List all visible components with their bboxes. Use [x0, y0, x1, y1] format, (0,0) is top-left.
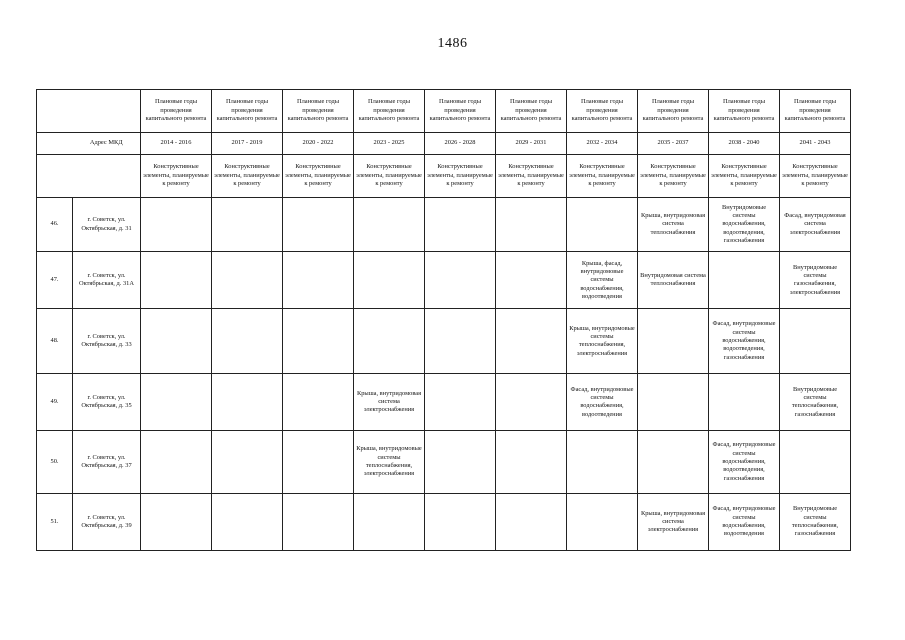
- page-number: 1486: [437, 36, 468, 51]
- repair-cell: Внутридомовые системы водоснабжения, водоотведения, газоснабжения: [709, 197, 780, 252]
- repair-cell: [212, 374, 283, 431]
- repair-cell: [780, 431, 851, 494]
- elements-header: Конструктивные элементы, планируемые к ремонту: [496, 154, 567, 197]
- repair-cell: [496, 309, 567, 374]
- repair-cell: Внутридомовая система теплоснабжения: [638, 252, 709, 309]
- row-address: г. Советск, ул. Октябрьская, д. 37: [73, 431, 141, 494]
- repair-cell: [283, 197, 354, 252]
- planned-years-header: Плановые годы проведения капитального ремонта: [567, 90, 638, 133]
- repair-cell: [212, 309, 283, 374]
- repair-cell: [709, 252, 780, 309]
- repair-cell: Крыша, внутридомовые системы теплоснабжения, электроснабжения: [354, 431, 425, 494]
- repair-cell: [212, 252, 283, 309]
- repair-cell: Крыша, внутридомовая система электроснабжения: [638, 494, 709, 551]
- repair-cell: [425, 197, 496, 252]
- repair-cell: [354, 494, 425, 551]
- repair-cell: Крыша, внутридомовая система теплоснабжения: [638, 197, 709, 252]
- repair-cell: [780, 309, 851, 374]
- repair-cell: [567, 431, 638, 494]
- period-header: 2041 - 2043: [780, 132, 851, 154]
- repair-cell: Внутридомовые системы теплоснабжения, газоснабжения: [780, 374, 851, 431]
- repair-cell: [496, 197, 567, 252]
- period-header: 2029 - 2031: [496, 132, 567, 154]
- row-address: г. Советск, ул. Октябрьская, д. 35: [73, 374, 141, 431]
- period-header: 2014 - 2016: [141, 132, 212, 154]
- table-row: [37, 431, 851, 494]
- header-row-years: [37, 90, 851, 133]
- row-number: 46.: [37, 197, 73, 252]
- row-address: г. Советск, ул. Октябрьская, д. 31: [73, 197, 141, 252]
- elements-header: Конструктивные элементы, планируемые к ремонту: [709, 154, 780, 197]
- repair-cell: [425, 431, 496, 494]
- repair-cell: Внутридомовые системы теплоснабжения, газоснабжения: [780, 494, 851, 551]
- repair-cell: [496, 494, 567, 551]
- elements-header-blank: [37, 154, 73, 197]
- repair-cell: [141, 309, 212, 374]
- repair-cell: [496, 252, 567, 309]
- row-number: 50.: [37, 431, 73, 494]
- repair-cell: [141, 431, 212, 494]
- repair-cell: [283, 431, 354, 494]
- row-address: г. Советск, ул. Октябрьская, д. 31А: [73, 252, 141, 309]
- repair-cell: [425, 309, 496, 374]
- capital-repair-table: [36, 89, 851, 551]
- table-row: [37, 494, 851, 551]
- planned-years-header: Плановые годы проведения капитального ремонта: [212, 90, 283, 133]
- repair-cell: [354, 252, 425, 309]
- table-row: [37, 197, 851, 252]
- repair-cell: [283, 309, 354, 374]
- elements-header: Конструктивные элементы, планируемые к ремонту: [354, 154, 425, 197]
- planned-years-header: Плановые годы проведения капитального ремонта: [141, 90, 212, 133]
- row-number: 51.: [37, 494, 73, 551]
- header-row-periods: [37, 132, 851, 154]
- repair-cell: [425, 252, 496, 309]
- address-header-num: [37, 132, 73, 154]
- period-header: 2023 - 2025: [354, 132, 425, 154]
- period-header: 2032 - 2034: [567, 132, 638, 154]
- row-address: г. Советск, ул. Октябрьская, д. 33: [73, 309, 141, 374]
- repair-cell: [638, 309, 709, 374]
- planned-years-header: Плановые годы проведения капитального ремонта: [709, 90, 780, 133]
- planned-years-header: Плановые годы проведения капитального ремонта: [638, 90, 709, 133]
- repair-cell: [283, 494, 354, 551]
- row-number: 47.: [37, 252, 73, 309]
- repair-cell: Фасад, внутридомовые системы водоснабжения, водоотведения: [567, 374, 638, 431]
- repair-cell: [638, 374, 709, 431]
- period-header: 2020 - 2022: [283, 132, 354, 154]
- elements-header: Конструктивные элементы, планируемые к ремонту: [425, 154, 496, 197]
- repair-cell: [709, 374, 780, 431]
- repair-cell: [283, 374, 354, 431]
- repair-cell: [141, 494, 212, 551]
- address-header-blank: [73, 90, 141, 133]
- address-header: Адрес МКД: [73, 132, 141, 154]
- elements-header: Конструктивные элементы, планируемые к ремонту: [780, 154, 851, 197]
- period-header: 2038 - 2040: [709, 132, 780, 154]
- repair-cell: Фасад, внутридомовые системы водоснабжения, водоотведения, газоснабжения: [709, 431, 780, 494]
- repair-cell: Фасад, внутридомовая система электроснабжения: [780, 197, 851, 252]
- table-row: [37, 252, 851, 309]
- row-number: 48.: [37, 309, 73, 374]
- period-header: 2017 - 2019: [212, 132, 283, 154]
- repair-cell: [496, 431, 567, 494]
- repair-cell: [141, 374, 212, 431]
- repair-cell: [283, 252, 354, 309]
- elements-header: Конструктивные элементы, планируемые к ремонту: [567, 154, 638, 197]
- repair-cell: Крыша, фасад, внутридомовые системы водоснабжения, водоотведения: [567, 252, 638, 309]
- planned-years-header: Плановые годы проведения капитального ремонта: [354, 90, 425, 133]
- repair-cell: Внутридомовые системы газоснабжения, электроснабжения: [780, 252, 851, 309]
- repair-cell: [496, 374, 567, 431]
- planned-years-header: Плановые годы проведения капитального ремонта: [780, 90, 851, 133]
- elements-header: Конструктивные элементы, планируемые к ремонту: [212, 154, 283, 197]
- table-body: [37, 90, 851, 551]
- planned-years-header: Плановые годы проведения капитального ремонта: [425, 90, 496, 133]
- elements-header: Конструктивные элементы, планируемые к ремонту: [283, 154, 354, 197]
- period-header: 2035 - 2037: [638, 132, 709, 154]
- planned-years-header: Плановые годы проведения капитального ремонта: [283, 90, 354, 133]
- repair-cell: Фасад, внутридомовые системы водоснабжения, водоотведения, газоснабжения: [709, 309, 780, 374]
- repair-cell: [425, 494, 496, 551]
- repair-cell: Крыша, внутридомовые системы теплоснабжения, электроснабжения: [567, 309, 638, 374]
- header-row-elements: [37, 154, 851, 197]
- elements-header-blank: [73, 154, 141, 197]
- table-row: [37, 309, 851, 374]
- elements-header: Конструктивные элементы, планируемые к ремонту: [141, 154, 212, 197]
- row-number: 49.: [37, 374, 73, 431]
- repair-cell: Фасад, внутридомовые системы водоснабжения, водоотведения: [709, 494, 780, 551]
- table-row: [37, 374, 851, 431]
- repair-cell: [141, 252, 212, 309]
- period-header: 2026 - 2028: [425, 132, 496, 154]
- planned-years-header: Плановые годы проведения капитального ремонта: [496, 90, 567, 133]
- row-address: г. Советск, ул. Октябрьская, д. 39: [73, 494, 141, 551]
- repair-cell: [212, 431, 283, 494]
- repair-cell: [212, 197, 283, 252]
- elements-header: Конструктивные элементы, планируемые к ремонту: [638, 154, 709, 197]
- address-header-blank: [37, 90, 73, 133]
- repair-cell: [638, 431, 709, 494]
- repair-cell: [354, 309, 425, 374]
- repair-cell: [567, 197, 638, 252]
- repair-cell: [425, 374, 496, 431]
- repair-cell: [212, 494, 283, 551]
- repair-cell: Крыша, внутридомовая система электроснабжения: [354, 374, 425, 431]
- repair-cell: [567, 494, 638, 551]
- repair-cell: [141, 197, 212, 252]
- repair-cell: [354, 197, 425, 252]
